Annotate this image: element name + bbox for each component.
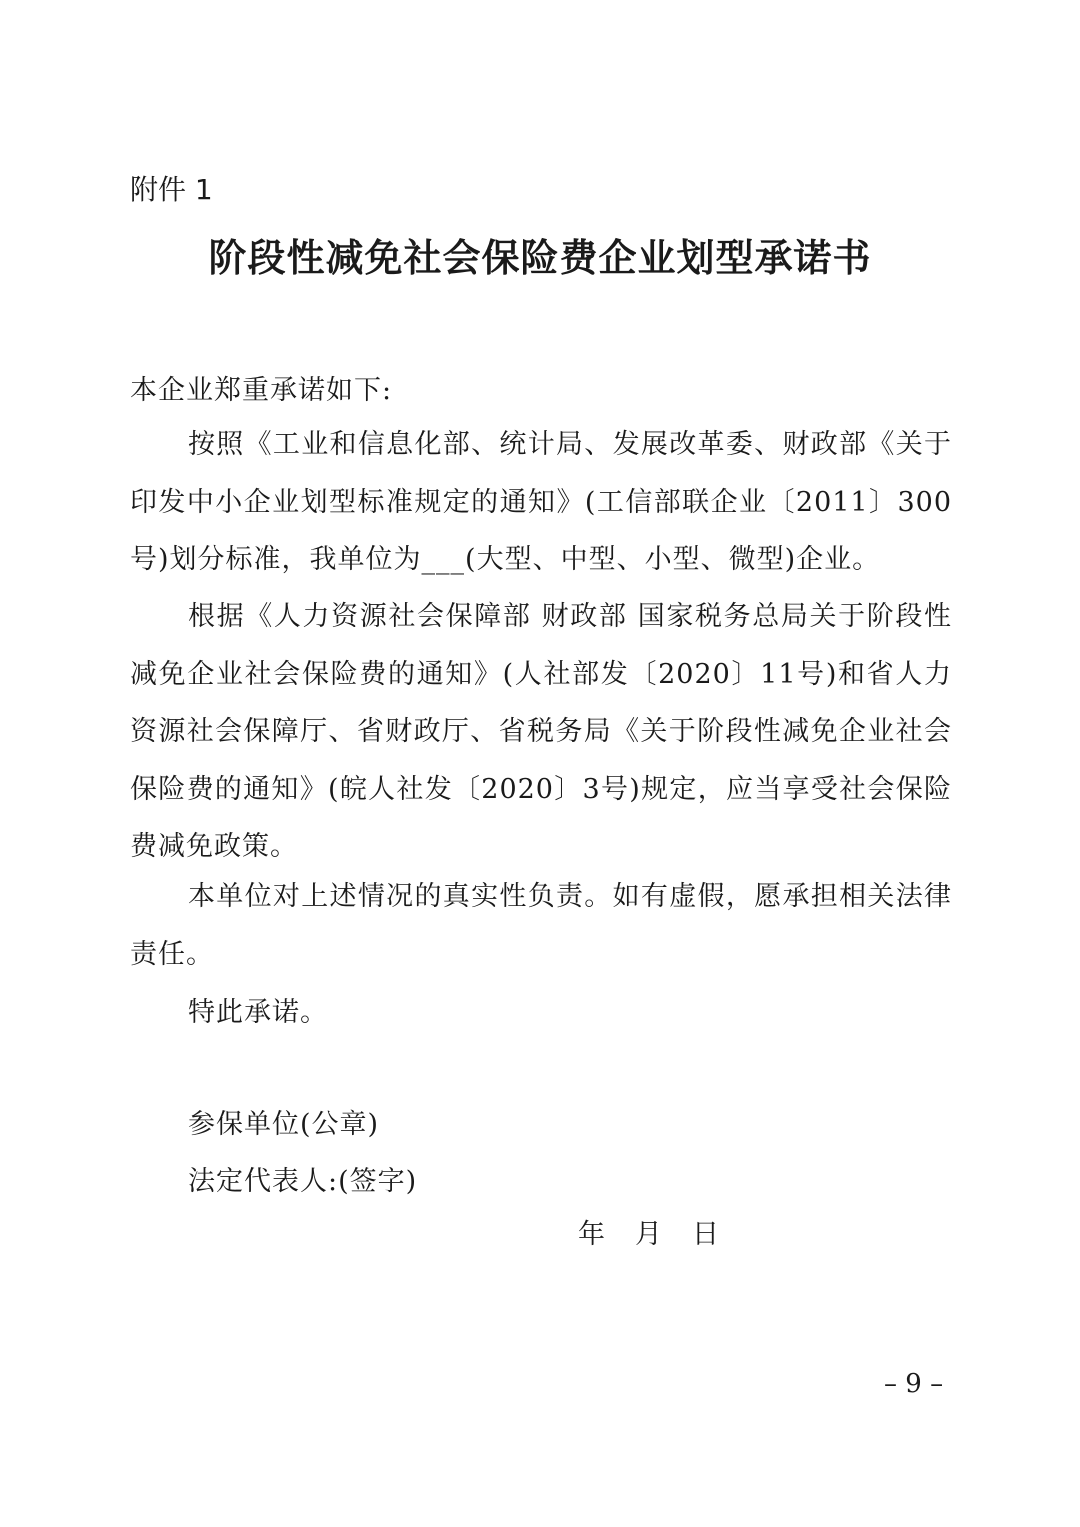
page-number: – 9 – (884, 1369, 944, 1399)
date-day: 日 (692, 1219, 719, 1250)
paragraph-responsibility: 本单位对上述情况的真实性负责。如有虚假，愿承担相关法律责任。 (130, 881, 952, 970)
insured-unit-seal-line: 参保单位(公章) (188, 1109, 380, 1140)
intro-line: 本企业郑重承诺如下: (130, 375, 393, 406)
paragraph-policy-basis: 根据《人力资源社会保障部 财政部 国家税务总局关于阶段性减免企业社会保险费的通知》(人社部发〔2020〕11号)和省人力资源社会保障厅、省财政厅、省税务局《关于阶段性减免企业社会保险费的通知》(皖人社发〔2020〕3号)规定，应当享受社会保险费减免政策。 (130, 601, 952, 862)
paragraph-classification: 按照《工业和信息化部、统计局、发展改革委、财政部《关于印发中小企业划型标准规定的通知》(工信部联企业〔2011〕300号)划分标准，我单位为___(大型、中型、小型、微型)企业。 (130, 429, 952, 575)
date-line (578, 1210, 719, 1260)
paragraph-closing: 特此承诺。 (188, 997, 328, 1028)
document-title: 阶段性减免社会保险费企业划型承诺书 (208, 236, 872, 280)
date-year: 年 (578, 1219, 605, 1250)
date-month: 月 (635, 1219, 662, 1250)
attachment-label: 附件 1 (130, 173, 213, 206)
legal-representative-signature-line: 法定代表人:(签字) (188, 1166, 418, 1197)
